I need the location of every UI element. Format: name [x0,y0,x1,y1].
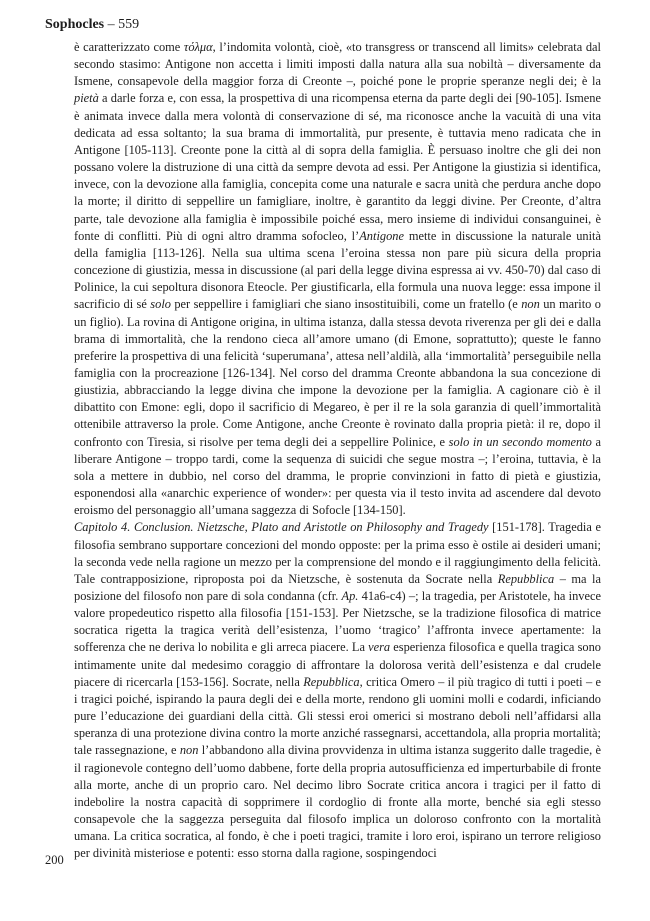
text-run: un marito o un figlio). La rovina di Antigone origina, in ultima istanza, dalla stessa devota riverenza per gli dei e dalla brama di immortalità, che la rendono cieca all’amore umano (di Emone, soprattutto); queste le fanno preferire la prospettiva di una felicità ‘superumana’, attesa nell’aldilà, alla ‘immortalità’ perseguibile nella famiglia con la procreazione [126-134]. Nel corso del dramma Creonte abbandona la sua concezione di giustizia, abbracciando la legge divina che impone la devozione per la famiglia. A cagionare ciò è il dibattito con Emone: egli, dopo il sacrificio di Megareo, è per il re la sola garanzia di quell’immortalità ottenibile attraverso la prole. Come Antigone, anche Creonte è rovinato dalla propria pietà: il re, dopo il confronto con Tiresia, si risolve per tema degli dei a seppellire Polinice, e [74,297,601,449]
paragraph-2 [74,519,601,862]
page-number: 200 [45,853,64,867]
italic-run: τόλμα [183,40,213,54]
italic-run: non [179,743,199,758]
running-header [45,16,139,34]
running-header-number: 559 [118,17,140,32]
italic-run: vera [368,640,391,655]
text-run: , l’indomita volontà, cioè, «to transgress or transcend all limits» celebrata dal secondo stasimo: Antigone non accetta i limiti imposti dalla natura alla sua nobiltà – diversamente da Ismene, consapevole della maggior forza di Creonte –, poiché pone le proprie speranze negli dei; è la [74,40,601,89]
text-run: è caratterizzato come [74,40,184,54]
italic-run: Repubblica [497,571,555,586]
text-run: esperienza filosofica e quella tragica sono intimamente unite dal medesimo coraggio di affrontare la dolorosa verità dell’esistenza e dal crudele piacere di ricercarla [153-156]. Socrate, nella [74,640,601,689]
italic-run: Antigone [359,228,404,243]
italic-run: Ap. [341,589,359,603]
running-header-author: Sophocles [45,17,105,32]
italic-run: Repubblica [303,674,360,689]
text-run: per seppellire i famigliari che siano insostituibili, come un fratello (e [170,297,522,312]
italic-run: solo [150,297,171,312]
paragraph-1 [74,39,601,519]
italic-run: non [521,297,540,312]
italic-run: solo in un secondo momento [448,434,592,449]
text-run: , critica Omero – il più tragico di tutti i poeti – e i tragici poiché, ispirando la paura degli dei e della morte, rendono gli uomini molli e codardi, inficiando pure l’educazione dei guardiani della città. Gli stessi eroi omerici si mostrano deboli nell’affidarsi alla speranza di una protezione divina contro la morte anziché rassegnarsi, accettandola, alla propria mortalità; tale rassegnazione, e [74,674,601,758]
running-header-separator: – [104,17,119,32]
italic-run: pietà [74,91,99,106]
italic-run: Capitolo 4. Conclusion. Nietzsche, Plato and Aristotle on Philosophy and Tragedy [74,520,489,535]
review-body [74,39,601,863]
text-run: a liberare Antigone – troppo tardi, come la sequenza di suicidi che segue mostra –; l’eroina, tuttavia, è la sola a mettere in dubbio, nel corso del dramma, le proprie convinzioni in fatto di pietà e giustizia, esponendosi alla «anarchic experience of wonder»: per questa via il testo invita ad ascendere dal devoto eroismo del personaggio all’umana saggezza di Sofocle [134-150]. [74,434,601,518]
text-run: a darle forza e, con essa, la prospettiva di una ricompensa eterna da parte degli dei [90-105]. Ismene è animata invece dalla mera volontà di conservazione di sé, ma riconosce anche la vacuità di una vita dedicata ad essa soltanto; la sua brama di immortalità, pur presente, è tuttavia meno radicata che in Antigone [105-113]. Creonte pone la città al di sopra della famiglia. È persuaso inoltre che gli dei non possano volere la distruzione di una città da sempre devota ad essi. Per Antigone la giustizia si identifica, invece, con la devozione alla famiglia, concepita come una naturale e sacra unità che perdura anche dopo la morte; il diritto di seppellire un famigliare, inoltre, è garantito da leggi divine. Per Creonte, d’altra parte, tale devozione alla famiglia è impossibile poiché essa, mero insieme di individui consanguinei, è fonte di conflitti. Più di ogni altro dramma sofocleo, l’ [74,91,601,243]
text-run: mette in discussione la naturale unità della famiglia [113-126]. Nella sua ultima scena l’eroina stessa non pare più sicura della propria concezione di giustizia, messa in discussione (al pari della legge divina espressa ai vv. 450-70) dal caso di Polinice, la cui sepoltura disonora Eteocle. Per giustificarla, ella formula una nuova legge: essa impone il sacrificio di sé [74,228,601,312]
text-run: l’abbandono alla divina provvidenza in ultima istanza suggerito dalle tragedie, è il ragionevole contegno dell’uomo dabbene, forte della propria autosufficienza ed imperturbabile di fronte alla morte, anche di un proprio caro. Nel decimo libro Socrate critica ancora i tragici per il fatto di indebolire la nostra capacità di sopprimere il cordoglio di fronte alla morte, benché sia egli stesso consapevole che la saggezza perseguita dal filosofo implica un doloroso confronto con la mortalità umana. La critica socratica, al fondo, è che i poeti tragici, tramite i loro eroi, ispirano un terrore religioso per divinità misteriose e potenti: esso storna dalla ragione, sospingendoci [74,743,601,861]
text-run: [151-178]. Tragedia e filosofia sembrano supportare concezioni del mondo opposte: per la prima esso è ostile ai desideri umani; la seconda vede nella ragione un mezzo per la comprensione del mondo e il raggiungimento della felicità. Tale contrapposizione, riproposta poi da Nietzsche, è sostenuta da Socrate nella [74,520,601,586]
text-run: 41a6-c4) –; la tragedia, per Aristotele, ha invece valore propedeutico rispetto alla filosofia [151-153]. Per Nietzsche, se la tradizione filosofica di matrice socratica rigetta la tragica verità dell’esistenza, l’uomo ‘tragico’ l’affronta invece apertamente: la sofferenza che ne deriva lo nobilita e gli arreca piacere. La [74,589,601,655]
text-run: – ma la posizione del filosofo non pare di sola condanna (cfr. [74,571,601,603]
